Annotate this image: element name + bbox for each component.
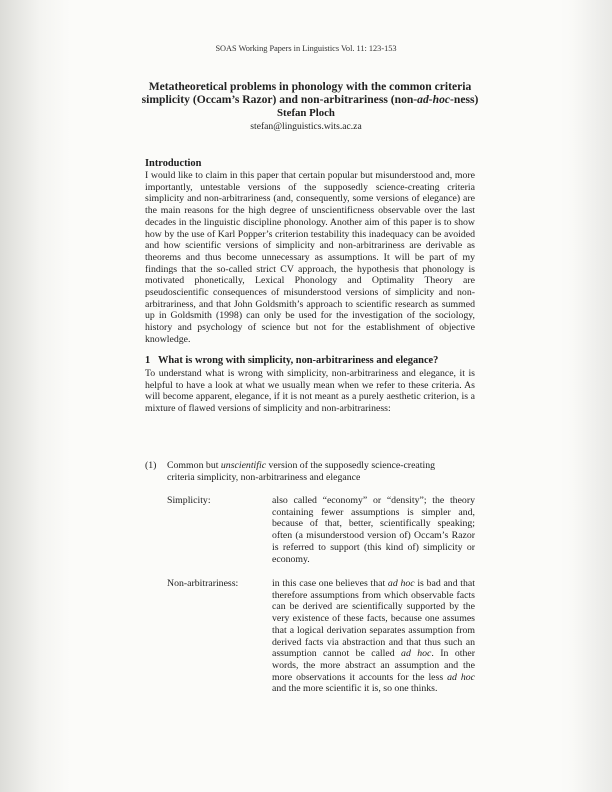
- author-name: Stefan Ploch: [277, 107, 335, 119]
- simplicity-definition: also called “economy” or “density”; the theory containing fewer assumptions is simpler and, because of that, better, scientifically speaking; often (a misunderstood version of) Occam’s Razor is referred to support (this kind of) simplicity or economy.: [272, 495, 475, 565]
- title-line-2-italic: ad-hoc: [417, 93, 451, 106]
- nonarb-def-1: in this case one believes that: [272, 578, 388, 589]
- example-intro-b: version of the supposedly science-creating criteria simplicity, non-arbitrariness and elegance: [167, 460, 436, 483]
- section-1-heading: [145, 355, 438, 366]
- section-1-title: What is wrong with simplicity, non-arbitrariness and elegance?: [158, 355, 439, 366]
- author-email: stefan@linguistics.wits.ac.za: [250, 121, 362, 132]
- nonarb-def-4: and the more scientific it is, so one thinks.: [272, 683, 438, 695]
- title-line-2: [120, 93, 500, 106]
- section-1-paragraph: To understand what is wrong with simplicity, non-arbitrariness and elegance, it is helpful to have a look at what we usually mean when we refer to these criteria. As will become apparent, elegance, if it is not meant as a purely aesthetic criterion, is a mixture of flawed versions of simplicity and non-arbitrariness:: [145, 368, 475, 415]
- nonarb-italic-3: ad hoc: [447, 671, 475, 683]
- intro-heading: Introduction: [145, 158, 202, 169]
- nonarb-italic-1: ad hoc: [387, 578, 415, 589]
- paper-title: [120, 80, 500, 106]
- nonarbitrariness-definition: [272, 578, 475, 695]
- section-1-number: 1: [145, 355, 151, 366]
- example-intro-a: Common but: [167, 460, 221, 471]
- title-line-2-part-a: simplicity (Occam’s Razor) and non-arbitrariness (non-: [141, 93, 418, 106]
- title-line-1: Metatheoretical problems in phonology with the common criteria: [148, 80, 472, 93]
- nonarb-def-2: is bad and that therefore assumptions from which observable facts can be derived are scientifically supported by the very existence of these facts, because one assumes that a logical derivation separates assumption from derived facts via abstraction and that thus such an assumption cannot be called: [272, 578, 476, 660]
- scan-shadow: [572, 0, 612, 792]
- running-header: SOAS Working Papers in Linguistics Vol. 11: 123-153: [215, 44, 397, 53]
- nonarb-italic-2: ad hoc: [401, 648, 432, 660]
- example-number: (1): [145, 460, 157, 471]
- example-intro-italic: unscientific: [220, 460, 267, 471]
- nonarbitrariness-term: Non-arbitrariness:: [167, 578, 239, 589]
- intro-paragraph: I would like to claim in this paper that certain popular but misunderstood and, more importantly, untestable versions of the supposedly science-creating criteria simplicity and non-arbitrariness (and, consequently, some versions of elegance) are the main reasons for the high degree of unscientificness observable over the last decades in the linguistic discipline phonology. Another aim of this paper is to show how by the use of Karl Popper’s criterion testability this inadequacy can be avoided and how scientific versions of simplicity and non-arbitrariness are derivable as theorems and thus become unnecessary as assumptions. It will be part of my findings that the so-called strict CV approach, the hypothesis that phonology is motivated phonetically, Lexical Phonology and Optimality Theory are pseudoscientific consequences of misunderstood versions of simplicity and non-arbitrariness, and that John Goldsmith’s approach to scientific research as summed up in Goldsmith (1998) can only be used for the investigation of the sociology, history and psychology of science but not for the establishment of objective knowledge.: [145, 170, 475, 345]
- simplicity-term: Simplicity:: [167, 495, 211, 506]
- example-intro: [167, 460, 457, 483]
- nonarb-def-3: . In other words, the more abstract an assumption and the more observations it accounts for the less: [272, 648, 475, 683]
- title-line-2-part-b: -ness): [450, 93, 479, 106]
